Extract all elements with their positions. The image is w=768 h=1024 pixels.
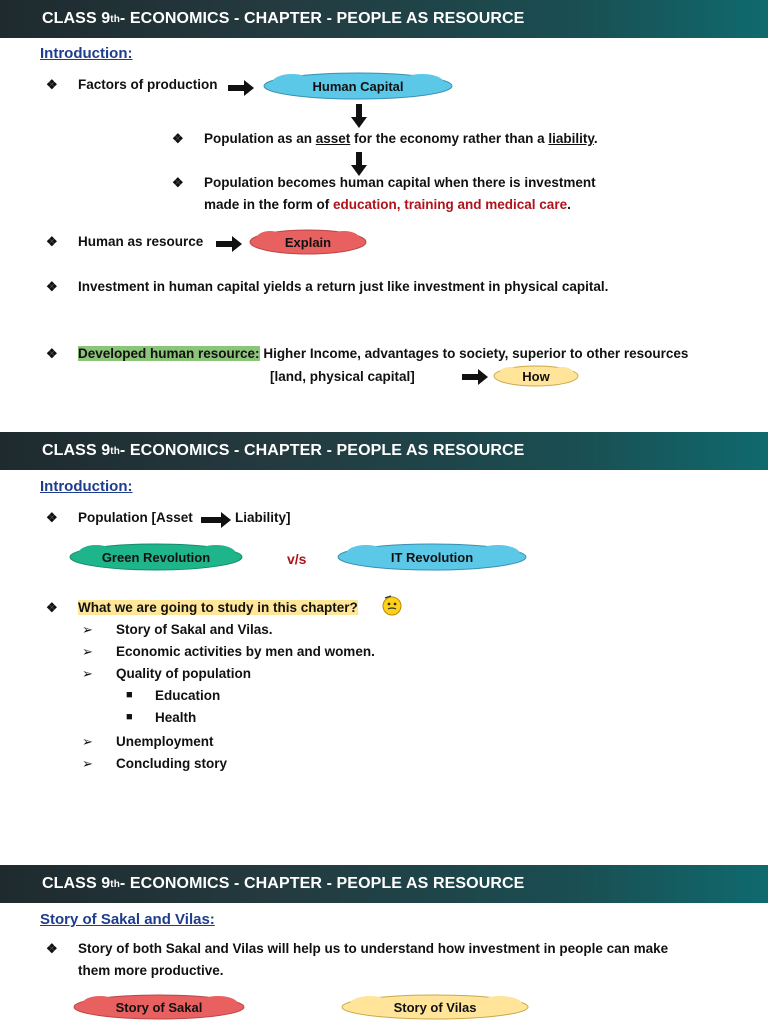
arrowhead-bullet-icon: ➢: [82, 666, 93, 681]
diamond-bullet-icon: ❖: [172, 131, 184, 146]
arrowhead-bullet-icon: ➢: [82, 644, 93, 659]
item-sakal-vilas: Story of Sakal and Vilas.: [116, 622, 273, 637]
yellow-highlight: What we are going to study in this chapter?: [78, 600, 358, 615]
population-asset-bracket-pre: Population [Asset: [78, 510, 193, 525]
square-bullet-icon: ■: [126, 689, 133, 701]
human-capital-cloud: [262, 71, 454, 101]
section-title: Story of Sakal and Vilas:: [40, 911, 215, 928]
item-quality-population: Quality of population: [116, 666, 251, 681]
it-revolution-cloud: [336, 542, 528, 572]
land-capital-text: [land, physical capital]: [270, 369, 415, 384]
header-title: - ECONOMICS - CHAPTER - PEOPLE AS RESOURCE: [119, 875, 525, 892]
header-class: CLASS 9: [42, 10, 111, 27]
text-part: Population as an: [204, 131, 316, 146]
thinking-smiley-icon: [381, 594, 403, 616]
cloud-label: Human Capital: [312, 78, 404, 94]
diamond-bullet-icon: ❖: [46, 941, 58, 956]
section-title: Introduction:: [40, 45, 133, 62]
slide-header: [0, 865, 768, 903]
subitem-health: Health: [155, 710, 197, 725]
population-becomes-text-2: [204, 197, 571, 212]
header-title: - ECONOMICS - CHAPTER - PEOPLE AS RESOURCE: [119, 442, 525, 459]
study-question-text: [78, 600, 358, 615]
diamond-bullet-icon: ❖: [46, 346, 58, 361]
population-asset-text: [204, 131, 598, 146]
header-sup: th: [110, 13, 120, 25]
explain-cloud: [248, 228, 368, 256]
cloud-label: How: [522, 368, 550, 384]
right-arrow-icon: [228, 80, 254, 96]
story-description-line2: them more productive.: [78, 963, 224, 978]
story-of-sakal-cloud: [72, 993, 246, 1021]
item-unemployment: Unemployment: [116, 734, 214, 749]
cloud-label: Explain: [284, 234, 332, 250]
cloud-label: Story of Sakal: [115, 999, 203, 1015]
down-arrow-icon: [351, 104, 367, 128]
arrowhead-bullet-icon: ➢: [82, 756, 93, 771]
factors-of-production-text: Factors of production: [78, 77, 218, 92]
right-arrow-icon: [462, 369, 488, 385]
header-sup: th: [110, 878, 120, 890]
header-class: CLASS 9: [42, 875, 111, 892]
text-part: .: [567, 197, 571, 212]
arrowhead-bullet-icon: ➢: [82, 622, 93, 637]
slide-header: [0, 432, 768, 470]
liability-word: liability: [548, 131, 594, 146]
green-revolution-cloud: [68, 542, 244, 572]
diamond-bullet-icon: ❖: [46, 234, 58, 249]
header-class: CLASS 9: [42, 442, 111, 459]
slide-3: [0, 865, 768, 1024]
header-title: - ECONOMICS - CHAPTER - PEOPLE AS RESOURCE: [119, 10, 525, 27]
text-part: for the economy rather than a: [350, 131, 549, 146]
text-part: made in the form of: [204, 197, 334, 212]
text-part: Higher Income, advantages to society, superior to other resources: [259, 346, 689, 361]
population-becomes-text: Population becomes human capital when there is investment: [204, 175, 596, 190]
text-part: .: [593, 131, 598, 146]
diamond-bullet-icon: ❖: [46, 279, 58, 294]
green-highlight: Developed human resource:: [78, 346, 260, 361]
diamond-bullet-icon: ❖: [172, 175, 184, 190]
story-description-line1: Story of both Sakal and Vilas will help us to understand how investment in people can make: [78, 941, 669, 956]
developed-resource-text: [78, 346, 688, 361]
slide-2: [0, 432, 768, 864]
investment-text: Investment in human capital yields a return just like investment in physical capital.: [78, 279, 609, 294]
subitem-education: Education: [155, 688, 221, 703]
slide-1: [0, 0, 768, 430]
item-concluding-story: Concluding story: [116, 756, 227, 771]
cloud-label: Story of Vilas: [393, 999, 477, 1015]
cloud-label: IT Revolution: [390, 549, 474, 565]
how-cloud: [492, 364, 580, 388]
slide-header: [0, 0, 768, 38]
right-arrow-icon: [216, 236, 242, 252]
right-arrow-icon: [201, 512, 231, 528]
asset-word: asset: [315, 131, 351, 146]
header-sup: th: [110, 445, 120, 457]
down-arrow-icon: [351, 152, 367, 176]
population-asset-bracket-post: Liability]: [235, 510, 291, 525]
diamond-bullet-icon: ❖: [46, 600, 58, 615]
story-of-vilas-cloud: [340, 993, 530, 1021]
diamond-bullet-icon: ❖: [46, 77, 58, 92]
highlight-red-text: education, training and medical care: [333, 197, 568, 212]
cloud-label: Green Revolution: [101, 549, 211, 565]
item-economic-activities: Economic activities by men and women.: [116, 644, 375, 659]
diamond-bullet-icon: ❖: [46, 510, 58, 525]
square-bullet-icon: ■: [126, 711, 133, 723]
section-title: Introduction:: [40, 478, 133, 495]
arrowhead-bullet-icon: ➢: [82, 734, 93, 749]
human-as-resource-text: Human as resource: [78, 234, 204, 249]
vs-text: v/s: [287, 551, 307, 567]
